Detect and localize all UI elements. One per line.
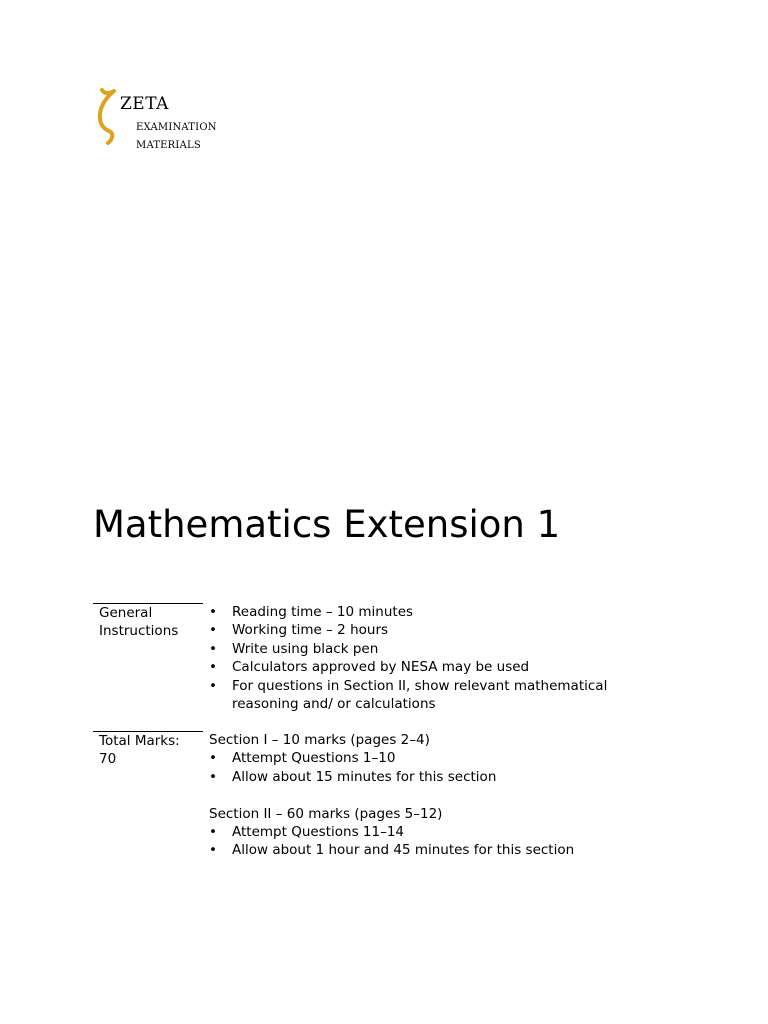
section-2-list [209,823,649,860]
list-item-text: Allow about 1 hour and 45 minutes for this section [232,842,575,859]
list-item-text: Attempt Questions 11–14 [232,824,405,841]
bullet-icon: • [209,824,217,841]
logo-name: ZETA [120,94,169,114]
list-item [209,841,649,859]
bullet-icon: • [209,659,217,676]
bullet-icon: • [209,604,217,620]
list-item [209,603,649,621]
exam-title: Mathematics Extension 1 [93,503,561,546]
zeta-logo [96,86,256,156]
list-item-text: Write using black pen [232,640,379,657]
list-item [209,621,649,639]
list-item [209,768,649,786]
total-marks-content [209,731,649,860]
list-item-text: reasoning and/ or calculations [232,696,436,713]
label-line: Instructions [99,623,179,640]
spacer [209,786,649,804]
list-item-text: Working time – 2 hours [232,622,389,639]
bullet-icon: • [209,768,217,785]
logo-subtitle-line-1: EXAMINATION [136,122,217,133]
list-item-text: Attempt Questions 1–10 [232,750,396,767]
total-marks-label [93,731,203,769]
label-line: 70 [99,751,117,768]
label-line: General [99,605,153,621]
list-item-continuation [209,695,649,713]
list-item [209,658,649,676]
list-item-text: Calculators approved by NESA may be used [232,659,530,676]
list-item-text: Allow about 15 minutes for this section [232,768,497,785]
section-1-list [209,749,649,786]
section-1-heading: Section I – 10 marks (pages 2–4) [209,732,430,748]
bullet-icon: • [209,622,217,639]
section-2-heading: Section II – 60 marks (pages 5–12) [209,805,443,822]
list-item-text: For questions in Section II, show relevant mathematical [232,677,608,694]
list-item [209,823,649,841]
bullet-icon: • [209,677,217,694]
list-item [209,749,649,767]
bullet-icon: • [209,842,217,859]
label-line: Total Marks: [99,733,180,749]
bullet-icon: • [209,640,217,657]
general-instructions-label [93,603,203,641]
list-item [209,677,649,695]
bullet-icon: • [209,750,217,767]
list-item-text: Reading time – 10 minutes [232,604,414,620]
instructions-list [209,603,649,713]
list-item [209,640,649,658]
general-instructions-content [209,603,649,713]
logo-subtitle-line-2: MATERIALS [136,140,201,151]
